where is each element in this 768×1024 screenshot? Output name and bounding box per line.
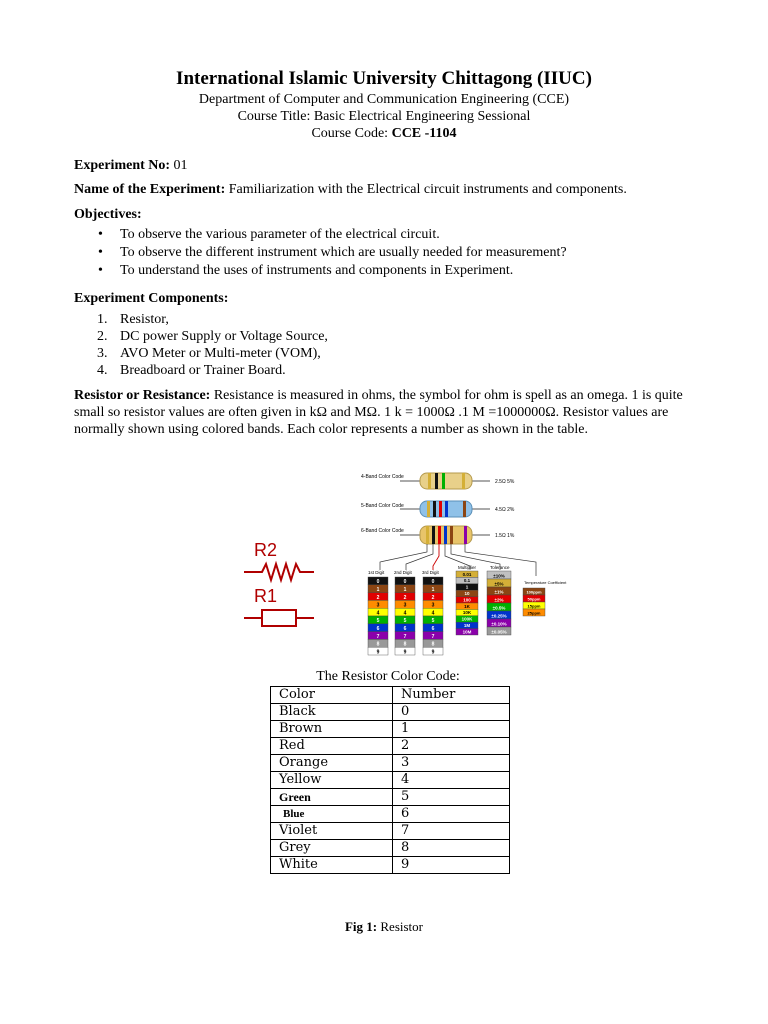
- color-cell: Orange: [271, 755, 393, 772]
- color-cell: Red: [271, 738, 393, 755]
- r1-rect-symbol: [262, 610, 296, 626]
- tolerance-cell-label: ±2%: [494, 597, 504, 603]
- table-row: [271, 840, 510, 857]
- resistor6-value: 1.5Ω 1%: [495, 533, 515, 539]
- digit1-header: 1st Digit: [368, 570, 385, 575]
- digit-cell-label: 8: [431, 641, 435, 648]
- connector-line: [406, 544, 433, 570]
- tempco-cell-label: 15ppm: [527, 603, 541, 609]
- component-item: [74, 362, 328, 379]
- course-code-line: [0, 126, 768, 142]
- digit-cell-label: 5: [431, 618, 435, 625]
- resistor6-band: [464, 526, 467, 544]
- digit-cell-label: 5: [403, 618, 407, 625]
- multiplier-cell-label: 0.01: [462, 571, 472, 577]
- band4-label: 4-Band Color Code: [361, 474, 404, 480]
- digit-cell-label: 6: [376, 626, 380, 632]
- component-number: 2.: [97, 329, 108, 344]
- tolerance-cell-label: ±0.5%: [492, 605, 506, 611]
- resistor4-band: [428, 473, 431, 489]
- r1-label: R1: [254, 586, 278, 606]
- university-title: International Islamic University Chittagong (IIUC): [176, 68, 592, 89]
- table-row: [271, 755, 510, 772]
- resistor-label: Resistor or Resistance:: [74, 388, 211, 403]
- band5-label: 5-Band Color Code: [361, 503, 404, 509]
- component-text: Resistor,: [120, 312, 169, 327]
- multiplier-cell-label: 0.1: [463, 578, 471, 584]
- color-cell: Yellow: [271, 772, 393, 789]
- component-item: [74, 311, 328, 328]
- digit-cell-label: 1: [431, 587, 435, 593]
- resistor5-band: [433, 501, 436, 517]
- tempco-cell-label: 100ppm: [526, 589, 542, 595]
- digit-cell-label: 1: [403, 587, 407, 593]
- digit-cell-label: 4: [376, 610, 380, 617]
- number-cell: 5: [393, 789, 510, 806]
- resistor6-band: [432, 526, 435, 544]
- digit-cell-label: 5: [376, 618, 380, 625]
- digit-cell-label: 1: [376, 587, 380, 593]
- multiplier-cell-label: 100K: [461, 616, 473, 622]
- number-cell: 3: [393, 755, 510, 772]
- component-number: 1.: [97, 312, 108, 327]
- multiplier-header: Multiplier: [458, 565, 477, 570]
- digit-cell-label: 7: [431, 633, 435, 640]
- digit-cell-label: 7: [403, 633, 407, 640]
- table-row: [271, 721, 510, 738]
- tempco-cell-label: 25ppm: [527, 610, 541, 616]
- digit-cell-label: 2: [431, 594, 435, 601]
- table-header-cell: Number: [393, 687, 510, 704]
- multiplier-column: [456, 571, 478, 635]
- components-list: [74, 311, 328, 379]
- digit-cell-label: 3: [376, 602, 380, 609]
- component-text: Breadboard or Trainer Board.: [120, 363, 286, 378]
- course-code-value: CCE -1104: [391, 126, 457, 141]
- connector-line: [433, 544, 439, 570]
- course-title-line: Course Title: Basic Electrical Engineering Sessional: [237, 109, 531, 124]
- number-cell: 0: [393, 704, 510, 721]
- table-header-cell: Color: [271, 687, 393, 704]
- r2-label: R2: [254, 540, 278, 560]
- digit-cell-label: 0: [403, 579, 407, 586]
- resistor5-band: [463, 501, 466, 517]
- digit3-header: 3rd Digit: [422, 570, 439, 575]
- color-cell: Grey: [271, 840, 393, 857]
- r2-zigzag-symbol: [244, 564, 314, 580]
- tempco-column: [523, 588, 545, 616]
- multiplier-cell-label: 1: [465, 584, 469, 590]
- figure-caption-label: Fig 1:: [344, 919, 378, 934]
- color-cell: Black: [271, 704, 393, 721]
- tempco-header: Temperature Coefficient: [524, 580, 567, 585]
- number-cell: 8: [393, 840, 510, 857]
- multiplier-cell-label: 1M: [463, 623, 471, 628]
- multiplier-cell-label: 10M: [462, 629, 472, 635]
- tolerance-cell-label: ±0.05%: [491, 629, 507, 635]
- digit-columns: [368, 577, 443, 655]
- table-row: [271, 738, 510, 755]
- resistor5-band: [439, 501, 442, 517]
- department-line: Department of Computer and Communication Engineering (CCE): [198, 92, 570, 107]
- color-code-table: [270, 686, 510, 874]
- resistor6-band: [444, 526, 447, 544]
- table-row: [271, 789, 510, 806]
- digit-cell-label: 2: [403, 594, 407, 601]
- digit-cell-label: 4: [431, 610, 435, 617]
- band6-label: 6-Band Color Code: [361, 528, 404, 534]
- resistor5-value: 4.5Ω 2%: [495, 507, 515, 513]
- number-cell: 9: [393, 857, 510, 874]
- objective-item: • To observe the different instrument which are usually needed for measurement?: [74, 244, 567, 262]
- resistor-paragraph: [74, 387, 694, 438]
- multiplier-cell-label: 1K: [464, 603, 470, 609]
- resistor6-band: [438, 526, 441, 544]
- table-row: [271, 857, 510, 874]
- number-cell: 7: [393, 823, 510, 840]
- number-cell: 6: [393, 806, 510, 823]
- table-row: [271, 704, 510, 721]
- digit-cell-label: 9: [376, 649, 380, 656]
- resistor6-band: [450, 526, 453, 544]
- objective-item: • To understand the uses of instruments and components in Experiment.: [74, 262, 567, 280]
- tolerance-header: Tolerance: [490, 565, 510, 570]
- digit-cell-label: 6: [403, 626, 407, 632]
- digit-cell-label: 0: [376, 579, 380, 586]
- table-row: [271, 772, 510, 789]
- resistor5-band: [445, 501, 448, 517]
- color-cell: White: [271, 857, 393, 874]
- digit-cell-label: 3: [403, 602, 407, 609]
- digit-cell-label: 6: [431, 626, 435, 632]
- tolerance-column: [487, 571, 511, 635]
- component-number: 4.: [97, 363, 108, 378]
- tolerance-cell-label: ±0.10%: [491, 621, 507, 627]
- component-item: [74, 328, 328, 345]
- table-row: [271, 806, 510, 823]
- objective-item: • To observe the various parameter of the electrical circuit.: [74, 226, 567, 244]
- table-header-row: [271, 687, 510, 704]
- component-text: AVO Meter or Multi-meter (VOM),: [120, 346, 321, 361]
- multiplier-cell-label: 100: [463, 597, 471, 603]
- multiplier-cell-label: 10: [464, 591, 470, 596]
- digit-cell-label: 7: [376, 633, 380, 640]
- experiment-name-value: Familiarization with the Electrical circuit instruments and components.: [225, 182, 627, 197]
- tolerance-cell-label: ±1%: [494, 589, 504, 595]
- tempco-cell-label: 50ppm: [527, 596, 541, 602]
- objectives-list: [74, 226, 567, 280]
- color-cell: Brown: [271, 721, 393, 738]
- objectives-heading: Objectives:: [74, 207, 142, 222]
- resistor4-band: [442, 473, 445, 489]
- experiment-no-value: 01: [170, 158, 188, 173]
- table-caption: The Resistor Color Code:: [316, 669, 460, 684]
- color-cell: Green: [271, 789, 393, 806]
- tolerance-cell-label: ±5%: [494, 581, 504, 587]
- component-number: 3.: [97, 346, 108, 361]
- digit-cell-label: 3: [431, 602, 435, 609]
- component-text: DC power Supply or Voltage Source,: [120, 329, 328, 344]
- number-cell: 4: [393, 772, 510, 789]
- digit-cell-label: 8: [376, 641, 380, 648]
- digit2-header: 2nd Digit: [394, 570, 412, 575]
- course-code-label: Course Code:: [311, 126, 392, 141]
- resistor5-band: [427, 501, 430, 517]
- experiment-no-label: Experiment No:: [74, 158, 171, 173]
- number-cell: 1: [393, 721, 510, 738]
- tolerance-cell-label: ±0.25%: [491, 613, 507, 619]
- experiment-name-label: Name of the Experiment:: [74, 182, 226, 197]
- digit-cell-label: 2: [376, 594, 380, 601]
- digit-cell-label: 4: [403, 610, 407, 617]
- resistor4-value: 2.5Ω 5%: [495, 479, 515, 485]
- experiment-no: [74, 157, 188, 174]
- number-cell: 2: [393, 738, 510, 755]
- color-cell: Blue: [271, 806, 393, 823]
- table-row: [271, 823, 510, 840]
- resistor-text: Resistance is measured in ohms, the symbol for ohm is spell as an omega. 1 is quite small so resistor values are often given in kΩ and MΩ. 1 k = 1000Ω .1 M =1000000Ω. Resistor values are normally shown using colored bands. Each color represents a number as shown in the table.: [74, 388, 683, 437]
- digit-cell-label: 9: [403, 649, 407, 656]
- figure-caption: [0, 919, 768, 935]
- component-item: [74, 345, 328, 362]
- resistor4-band: [435, 473, 438, 489]
- digit-cell-label: 0: [431, 579, 435, 586]
- figure-caption-text: Resistor: [377, 919, 423, 934]
- resistor4-band: [462, 473, 465, 489]
- digit-cell-label: 9: [431, 649, 435, 656]
- components-heading: Experiment Components:: [74, 291, 229, 306]
- multiplier-cell-label: 10K: [462, 610, 472, 616]
- resistor6-band: [426, 526, 429, 544]
- digit-cell-label: 8: [403, 641, 407, 648]
- resistor-figure: [240, 462, 567, 662]
- color-cell: Violet: [271, 823, 393, 840]
- connector-line: [380, 544, 427, 570]
- tolerance-cell-label: ±10%: [493, 573, 505, 579]
- experiment-name: [74, 181, 627, 198]
